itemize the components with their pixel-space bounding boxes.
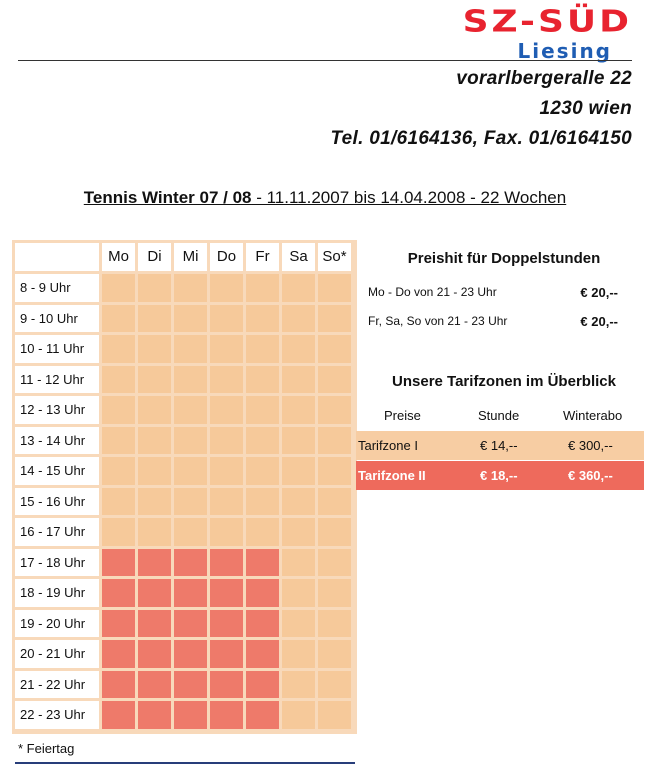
- time-slot: [246, 396, 279, 424]
- time-slot: [210, 518, 243, 546]
- time-slot: [282, 396, 315, 424]
- time-slot: [210, 457, 243, 485]
- time-slot: [138, 549, 171, 577]
- time-slot: [138, 640, 171, 668]
- time-slot: [246, 701, 279, 729]
- time-slot: [102, 335, 135, 363]
- tariff-header-hour: Stunde: [478, 408, 520, 423]
- hour-label: 12 - 13 Uhr: [15, 396, 99, 424]
- time-slot: [246, 518, 279, 546]
- time-slot: [138, 488, 171, 516]
- hour-label: 19 - 20 Uhr: [15, 610, 99, 638]
- time-slot: [282, 579, 315, 607]
- time-slot: [102, 274, 135, 302]
- time-slot: [210, 701, 243, 729]
- time-slot: [318, 396, 351, 424]
- time-slot: [318, 488, 351, 516]
- time-slot: [282, 457, 315, 485]
- time-slot: [318, 366, 351, 394]
- time-slot: [318, 518, 351, 546]
- time-slot: [318, 305, 351, 333]
- time-slot: [102, 701, 135, 729]
- logo-sz-sued: SZ-SÜD: [462, 4, 632, 40]
- time-slot: [174, 427, 207, 455]
- footer-divider: [15, 762, 355, 764]
- time-slot: [210, 610, 243, 638]
- time-slot: [102, 457, 135, 485]
- time-slot: [138, 457, 171, 485]
- time-slot: [210, 640, 243, 668]
- price-value: € 20,--: [580, 314, 618, 329]
- time-slot: [138, 579, 171, 607]
- time-slot: [138, 366, 171, 394]
- season-name: Tennis Winter 07 / 08: [83, 188, 252, 207]
- day-header: Sa: [282, 243, 315, 271]
- contact-line: Tel. 01/6164136, Fax. 01/6164150: [330, 128, 632, 149]
- time-slot: [138, 518, 171, 546]
- tariff-title: Unsere Tarifzonen im Überblick: [392, 373, 616, 390]
- time-slot: [102, 640, 135, 668]
- time-slot: [210, 335, 243, 363]
- time-slot: [102, 396, 135, 424]
- tariff-season-price: € 360,--: [568, 468, 613, 483]
- time-slot: [318, 610, 351, 638]
- hour-label: 17 - 18 Uhr: [15, 549, 99, 577]
- time-slot: [318, 335, 351, 363]
- time-slot: [282, 335, 315, 363]
- time-slot: [318, 671, 351, 699]
- hour-label: 9 - 10 Uhr: [15, 305, 99, 333]
- time-slot: [174, 457, 207, 485]
- time-slot: [210, 549, 243, 577]
- time-slot: [102, 305, 135, 333]
- time-slot: [102, 610, 135, 638]
- hour-label: 13 - 14 Uhr: [15, 427, 99, 455]
- day-header: Mi: [174, 243, 207, 271]
- time-slot: [318, 701, 351, 729]
- time-slot: [102, 549, 135, 577]
- time-slot: [282, 671, 315, 699]
- time-slot: [174, 579, 207, 607]
- time-slot: [318, 640, 351, 668]
- hour-label: 20 - 21 Uhr: [15, 640, 99, 668]
- season-dates: - 11.11.2007 bis 14.04.2008 - 22 Wochen: [251, 188, 567, 207]
- time-slot: [282, 274, 315, 302]
- time-slot: [210, 671, 243, 699]
- time-slot: [210, 396, 243, 424]
- time-slot: [102, 488, 135, 516]
- logo-liesing: Liesing: [517, 39, 612, 63]
- time-slot: [246, 640, 279, 668]
- time-slot: [138, 671, 171, 699]
- hour-label: 21 - 22 Uhr: [15, 671, 99, 699]
- time-slot: [210, 579, 243, 607]
- time-slot: [210, 488, 243, 516]
- time-slot: [210, 427, 243, 455]
- time-slot: [102, 518, 135, 546]
- time-slot: [174, 549, 207, 577]
- time-slot: [318, 274, 351, 302]
- time-slot: [246, 274, 279, 302]
- hour-label: 14 - 15 Uhr: [15, 457, 99, 485]
- time-slot: [282, 701, 315, 729]
- tariff-hour-price: € 18,--: [480, 468, 518, 483]
- address-city: 1230 wien: [539, 98, 632, 119]
- time-slot: [174, 518, 207, 546]
- hour-label: 11 - 12 Uhr: [15, 366, 99, 394]
- time-slot: [138, 274, 171, 302]
- time-slot: [102, 366, 135, 394]
- time-slot: [138, 305, 171, 333]
- header-divider: [18, 60, 632, 61]
- time-slot: [138, 396, 171, 424]
- time-slot: [246, 305, 279, 333]
- time-slot: [282, 366, 315, 394]
- time-slot: [246, 549, 279, 577]
- price-label: Fr, Sa, So von 21 - 23 Uhr: [368, 314, 508, 328]
- time-slot: [210, 305, 243, 333]
- time-slot: [138, 610, 171, 638]
- time-slot: [246, 610, 279, 638]
- hour-label: 18 - 19 Uhr: [15, 579, 99, 607]
- time-slot: [174, 701, 207, 729]
- time-slot: [318, 549, 351, 577]
- logo: [372, 6, 632, 62]
- tariff-row-zone-1: [356, 431, 644, 460]
- time-slot: [210, 366, 243, 394]
- grid-corner: [15, 243, 99, 271]
- day-header: Do: [210, 243, 243, 271]
- time-slot: [102, 671, 135, 699]
- day-header: Mo: [102, 243, 135, 271]
- time-slot: [138, 701, 171, 729]
- time-slot: [102, 427, 135, 455]
- time-slot: [318, 457, 351, 485]
- time-slot: [174, 488, 207, 516]
- time-slot: [282, 518, 315, 546]
- time-slot: [174, 396, 207, 424]
- tariff-header-prices: Preise: [384, 408, 421, 423]
- time-slot: [210, 274, 243, 302]
- day-header: Di: [138, 243, 171, 271]
- time-slot: [174, 610, 207, 638]
- time-slot: [282, 488, 315, 516]
- time-slot: [318, 427, 351, 455]
- season-title: [0, 188, 650, 208]
- time-slot: [174, 671, 207, 699]
- time-slot: [174, 366, 207, 394]
- address-street: vorarlbergeralle 22: [456, 68, 632, 89]
- time-slot: [246, 457, 279, 485]
- time-slot: [282, 640, 315, 668]
- tariff-hour-price: € 14,--: [480, 438, 518, 453]
- time-slot: [174, 305, 207, 333]
- time-slot: [138, 427, 171, 455]
- time-slot: [102, 579, 135, 607]
- tariff-season-price: € 300,--: [568, 438, 613, 453]
- day-header: So*: [318, 243, 351, 271]
- price-value: € 20,--: [580, 285, 618, 300]
- time-slot: [282, 427, 315, 455]
- time-slot: [246, 579, 279, 607]
- price-label: Mo - Do von 21 - 23 Uhr: [368, 285, 497, 299]
- time-slot: [138, 335, 171, 363]
- time-slot: [318, 579, 351, 607]
- time-slot: [174, 640, 207, 668]
- hour-label: 16 - 17 Uhr: [15, 518, 99, 546]
- time-slot: [282, 549, 315, 577]
- time-slot: [174, 335, 207, 363]
- time-slot: [174, 274, 207, 302]
- time-slot: [282, 305, 315, 333]
- hour-label: 8 - 9 Uhr: [15, 274, 99, 302]
- pricing-title: Preishit für Doppelstunden: [407, 250, 601, 267]
- time-slot: [246, 366, 279, 394]
- tariff-name: Tarifzone I: [358, 438, 418, 453]
- hour-label: 15 - 16 Uhr: [15, 488, 99, 516]
- time-slot: [246, 335, 279, 363]
- hour-label: 22 - 23 Uhr: [15, 701, 99, 729]
- tariff-name: Tarifzone II: [358, 468, 426, 483]
- tariff-header-season: Winterabo: [563, 408, 623, 423]
- time-slot: [246, 671, 279, 699]
- holiday-footnote: * Feiertag: [18, 741, 75, 756]
- time-slot: [246, 427, 279, 455]
- time-slot: [246, 488, 279, 516]
- hour-label: 10 - 11 Uhr: [15, 335, 99, 363]
- time-slot: [282, 610, 315, 638]
- schedule-grid: [12, 240, 357, 734]
- tariff-row-zone-2: [356, 461, 644, 490]
- day-header: Fr: [246, 243, 279, 271]
